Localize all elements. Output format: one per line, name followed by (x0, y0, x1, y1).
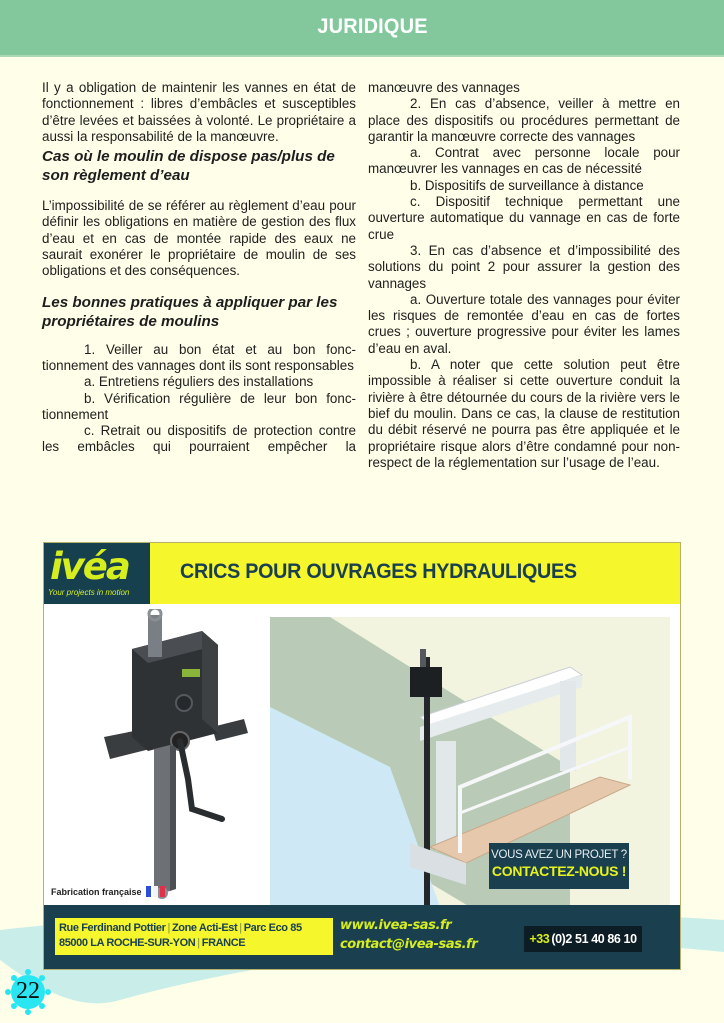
ivea-logo (44, 543, 150, 604)
list-item-3a: a. Ouverture totale des vannages pour éviter les risques de remontée d’eau en cas de fortes crues ; ouverture progressive pour éviter les lames d’eau en aval. (368, 291, 680, 356)
list-item-3: 3. En cas d’absence et d’impossibilité des solutions du point 2 pour assurer la gestion des vannages (368, 242, 680, 291)
jack-product-illustration (84, 609, 254, 899)
brand-wordmark: ivéa (50, 545, 129, 588)
website-link[interactable]: www.ivea-sas.fr (340, 918, 452, 933)
list-item-1b: b. Vérification régulière de leur bon fonctionnement (42, 390, 356, 422)
french-flag-icon (146, 886, 165, 897)
cta-question: VOUS AVEZ UN PROJET ? (491, 849, 627, 861)
section-title: JURIDIQUE (317, 14, 428, 38)
list-item-1c: c. Retrait ou dispositifs de protection contre les embâcles qui pourraient empêcher la (42, 423, 356, 455)
address-park: Parc Eco 85 (243, 922, 302, 934)
address-city: 85000 LA ROCHE-SUR-YON (59, 937, 196, 949)
email-link[interactable]: contact@ivea-sas.fr (340, 937, 478, 952)
heading-best-practices: Les bonnes pratiques à appliquer par les propriétaires de moulins (42, 293, 338, 330)
address-zone: Zone Acti-Est (171, 922, 238, 934)
ad-header-band (44, 543, 680, 604)
page-number-badge (4, 968, 52, 1016)
made-in-france-label (51, 886, 165, 897)
paragraph-obligations: L’impossibilité de se référer au règlement d’eau pour définir les obligations en matière de gestion des flux d’eau et en cas de montée rapide des eaux ne saurait exonérer le propriétaire de moulin de ses obligations et des conséquences. (42, 198, 356, 279)
list-item-2b: b. Dispositifs de surveillance à distance (410, 177, 644, 193)
phone-country-code: +33 (529, 932, 550, 946)
ad-contact-band (44, 905, 680, 970)
ivea-advertisement[interactable] (43, 542, 681, 970)
contact-cta-box[interactable] (489, 843, 629, 889)
article-right-column (368, 80, 680, 471)
page-number: 22 (16, 978, 40, 1004)
section-header (0, 0, 724, 57)
heading-no-water-regulation: Cas où le moulin de dispose pas/plus de son règlement d’eau (42, 148, 335, 185)
list-item-3b: b. A noter que cette solution peut être impossible à réaliser si cette ouverture conduit la rivière à être détournée du cours de la rivière vers le bief du moulin. Dans ce cas, la clause de restitution du débit réservé ne pourra pas être appliquée et le propriétaire risque alors d’être condamné pour non-respect de la réglementation sur l’usage de l’eau. (368, 357, 680, 470)
continuation-text: manœuvre des vannages (368, 80, 520, 95)
intro-paragraph: Il y a obligation de maintenir les vannes en état de fonctionnement : libres d’embâcles et susceptibles d’être levées et baissées à volonté. Le propriétaire a aussi la responsabilité de la manœuvre. (42, 80, 356, 144)
address-country: FRANCE (201, 937, 246, 949)
address-line-1: Rue Ferdinand Pottier | Zone Acti-Est | Parc Eco 85 (59, 922, 302, 934)
cta-contact-us[interactable]: CONTACTEZ-NOUS ! (491, 863, 627, 879)
list-item-1a: a. Entretiens réguliers des installations (84, 374, 314, 390)
brand-tagline: Your projects in motion (48, 588, 130, 597)
list-item-2a: a. Contrat avec personne locale pour manœuvrer les vannages en cas de nécessité (368, 145, 680, 177)
phone-number: (0)2 51 40 86 10 (551, 932, 637, 946)
list-item-2c: c. Dispositif technique permettant une ouverture automatique du vannage en cas de forte crue (368, 194, 680, 242)
company-address (55, 918, 333, 955)
web-contacts (340, 916, 477, 954)
made-in-text: Fabrication française (51, 886, 142, 897)
list-item-2: 2. En cas d’absence, veiller à mettre en place des dispositifs ou procédures permettant de garantir la manœuvre correcte des vannages (368, 96, 680, 144)
article-left-column (42, 80, 356, 456)
phone-number-box[interactable] (524, 926, 642, 952)
list-item-1: 1. Veiller au bon état et au bon fonctionnement des vannages dont ils sont responsables (42, 341, 356, 373)
address-line-2: 85000 LA ROCHE-SUR-YON | FRANCE (59, 937, 246, 949)
ad-headline: CRICS POUR OUVRAGES HYDRAULIQUES (180, 560, 577, 583)
address-street: Rue Ferdinand Pottier (59, 922, 166, 934)
